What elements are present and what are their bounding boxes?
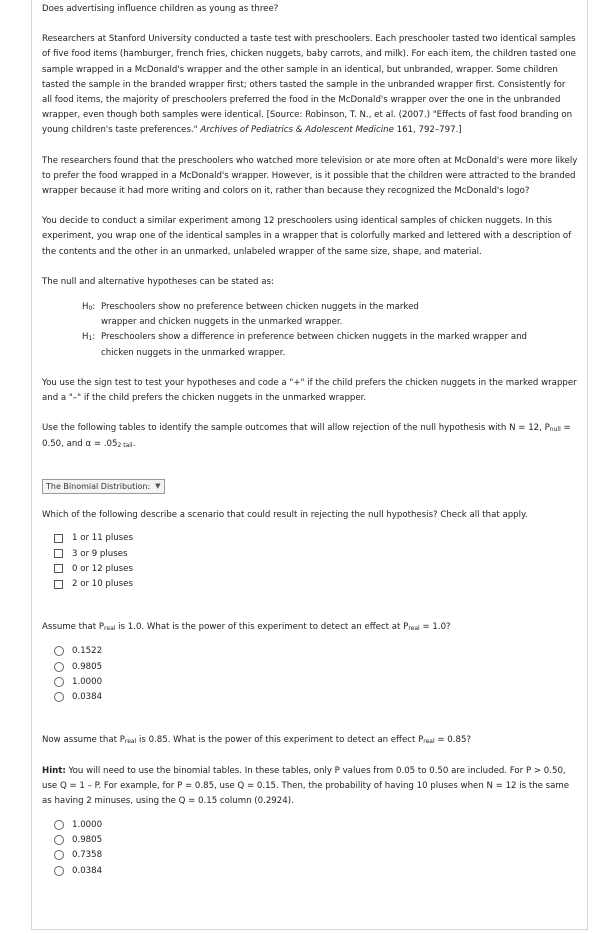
radio-button[interactable]: [54, 820, 64, 830]
option-label: 0.0384: [72, 865, 103, 876]
option-label: 0.0384: [72, 691, 103, 702]
option-label: 0.9805: [72, 661, 103, 672]
radio-option[interactable]: [54, 689, 578, 704]
checkbox-option[interactable]: [54, 546, 578, 561]
alternative-hypothesis-text: Preschoolers show a difference in preference between chicken nuggets in the marked wrapper and chicken nuggets in the unmarked wrapper.: [101, 332, 527, 358]
hint-paragraph: [42, 764, 578, 810]
checkbox[interactable]: [54, 534, 63, 543]
checkbox[interactable]: [54, 580, 63, 589]
null-hypothesis-text: Preschoolers show no preference between chicken nuggets in the marked wrapper and chicken nuggets in the unmarked wrapper.: [101, 302, 419, 328]
radio-button[interactable]: [54, 692, 64, 702]
question-3-text: Now assume that $P_{real}$ is 0.85. What is the power of this experiment to detect an effect $P_{real} = 0.85$?: [42, 734, 472, 745]
question-title: Does advertising influence children as young as three?: [42, 4, 279, 14]
option-label: 1.0000: [72, 819, 103, 830]
hint-label: Hint:: [42, 765, 66, 776]
option-label: 1.0000: [72, 676, 103, 687]
radio-option[interactable]: [54, 833, 578, 848]
question-1-options: [54, 531, 578, 592]
radio-button[interactable]: [54, 646, 64, 656]
radio-option[interactable]: [54, 817, 578, 832]
checkbox-option[interactable]: [54, 576, 578, 591]
radio-button[interactable]: [54, 835, 64, 845]
checkbox-option[interactable]: [54, 531, 578, 546]
question-1-text: Which of the following describe a scenario that could result in rejecting the null hypothesis? Check all that apply.: [42, 509, 528, 520]
alternative-hypothesis-label: $H_1$:: [82, 332, 96, 343]
intro-paragraph: [42, 32, 578, 138]
radio-option[interactable]: [54, 863, 578, 878]
question-content: [42, 2, 578, 878]
radio-button[interactable]: [54, 662, 64, 672]
binomial-distribution-dropdown[interactable]: [42, 479, 165, 494]
null-hypothesis-label: $H_0$:: [82, 302, 96, 313]
alternative-hypothesis: [82, 330, 578, 360]
source-tail: 161, 792–797.]: [393, 125, 462, 136]
checkbox[interactable]: [54, 549, 63, 558]
sign-test-paragraph: You use the sign test to test your hypotheses and code a "+" if the child prefers the chicken nuggets in the marked wrapper and a "–" if the child prefers the chicken nuggets in the unmarked wrapper.: [42, 377, 577, 404]
option-label: 0.1522: [72, 646, 103, 657]
option-label: 1 or 11 pluses: [72, 533, 133, 544]
hypotheses-block: [82, 300, 578, 361]
radio-button[interactable]: [54, 850, 64, 860]
option-label: 3 or 9 pluses: [72, 548, 128, 559]
radio-option[interactable]: [54, 848, 578, 863]
hint-text: You will need to use the binomial tables. In these tables, only P values from 0.05 to 0.50 are included. For P > 0.50, use Q = 1 – P. For example, for P = 0.85, use Q = 0.15. Then, the probability of having 10 pluses when N = 12 is the same as having 2 minuses, using the Q = 0.15 column (0.2924).: [42, 765, 570, 807]
option-label: 0 or 12 pluses: [72, 563, 133, 574]
experiment-paragraph: You decide to conduct a similar experiment among 12 preschoolers using identical samples of chicken nuggets. In this experiment, you wrap one of the identical samples in a wrapper that is colorfully marked and lettered with a description of the contents and the other in an unmarked, unlabeled wrapper of the same size, shape, and material.: [42, 216, 572, 257]
checkbox-option[interactable]: [54, 561, 578, 576]
null-hypothesis: [82, 300, 578, 330]
intro-text: Researchers at Stanford University conducted a taste test with preschoolers. Each preschooler tasted two identical samples of five food items (hamburger, french fries, chicken nuggets, baby carrots, and milk). For each item, the children tasted one sample wrapped in a McDonald's wrapper and the other sample in an identical, but unbranded, wrapper. Some children tasted the sample in the branded wrapper first; others tasted the sample in the unbranded wrapper first. Consistently for all food items, the majority of preschoolers preferred the food in the McDonald's wrapper over the one in the unbranded wrapper, even though both samples were identical. [Source: Robinson, T. N., et al. (2007.) "Effects of fast food branding on young children's taste preferences.": [42, 34, 576, 136]
question-3-options: [54, 817, 578, 878]
option-label: 0.7358: [72, 850, 103, 861]
option-label: 2 or 10 pluses: [72, 579, 133, 590]
findings-paragraph: The researchers found that the preschoolers who watched more television or ate more often at McDonald's were more likely to prefer the food wrapped in a McDonald's wrapper. However, is it possible that the children were attracted to the branded wrapper because it had more writing and colors on it, rather than because they recognized the McDonald's logo?: [42, 155, 578, 197]
tables-instruction: Use the following tables to identify the sample outcomes that will allow rejection of the null hypothesis with N = 12, $P_{null} = 0.50$, and α = .052 tail.: [42, 423, 571, 450]
radio-option[interactable]: [54, 644, 578, 659]
source-journal: Archives of Pediatrics & Adolescent Medicine: [200, 125, 394, 136]
checkbox[interactable]: [54, 564, 63, 573]
dropdown-label: The Binomial Distribution:: [46, 481, 151, 491]
question-2-options: [54, 644, 578, 705]
radio-button[interactable]: [54, 866, 64, 876]
question-2-text: Assume that $P_{real}$ is 1.0. What is the power of this experiment to detect an effect at $P_{real} = 1.0$?: [42, 621, 451, 632]
radio-button[interactable]: [54, 677, 64, 687]
hypotheses-intro: The null and alternative hypotheses can be stated as:: [42, 276, 274, 287]
chevron-down-icon: ▼: [155, 482, 161, 491]
option-label: 0.9805: [72, 835, 103, 846]
radio-option[interactable]: [54, 659, 578, 674]
radio-option[interactable]: [54, 674, 578, 689]
